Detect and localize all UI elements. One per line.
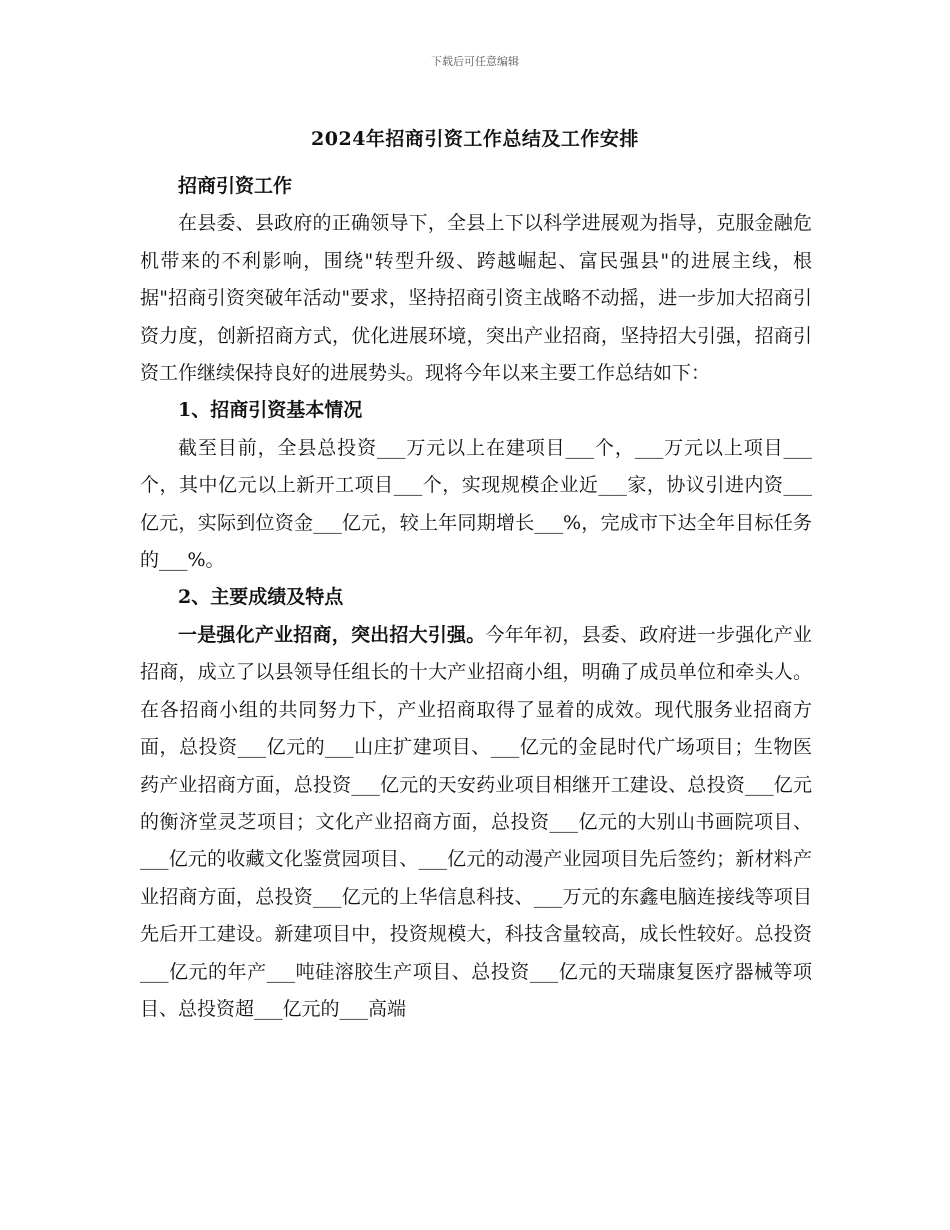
section-heading-basic-situation: 1、招商引资基本情况 (178, 399, 363, 422)
section-heading-achievements: 2、主要成绩及特点 (178, 586, 344, 609)
intro-paragraph: 在县委、县政府的正确领导下，全县上下以科学进展观为指导，克服金融危机带来的不利影响，围绕"转型升级、跨越崛起、富民强县"的进展主线，根据"招商引资突破年活动"要求，坚持招商引资主战略不动摇，进一步加大招商引资力度，创新招商方式，优化进展环境，突出产业招商，坚持招大引强，招商引资工作继续保持良好的进展势头。现将今年以来主要工作总结如下： (140, 212, 812, 385)
document-body (140, 168, 812, 1028)
achievements-paragraph (140, 617, 812, 1028)
achievements-body: 今年年初，县委、政府进一步强化产业招商，成立了以县领导任组长的十大产业招商小组，明确了成员单位和牵头人。在各招商小组的共同努力下，产业招商取得了显着的成效。现代服务业招商方面，总投资___亿元的___山庄扩建项目、___亿元的金昆时代广场项目；生物医药产业招商方面，总投资___亿元的天安药业项目相继开工建设、总投资___亿元的衡济堂灵芝项目；文化产业招商方面，总投资___亿元的大别山书画院项目、___亿元的收藏文化鉴赏园项目、___亿元的动漫产业园项目先后签约；新材料产业招商方面，总投资___亿元的上华信息科技、___万元的东鑫电脑连接线等项目先后开工建设。新建项目中，投资规模大，科技含量较高，成长性较好。总投资___亿元的年产___吨硅溶胶生产项目、总投资___亿元的天瑞康复医疗器械等项目、总投资超___亿元的___高端 (140, 623, 812, 1020)
basic-situation-paragraph: 截至目前，全县总投资___万元以上在建项目___个，___万元以上项目___个，其中亿元以上新开工项目___个，实现规模企业近___家，协议引进内资___亿元，实际到位资金___亿元，较上年同期增长___%，完成市下达全年目标任务的___%。 (140, 436, 812, 572)
header-note: 下载后可任意编辑 (431, 55, 519, 68)
section-heading-main: 招商引资工作 (178, 175, 293, 197)
achievements-lead: 一是强化产业招商，突出招大引强。 (178, 623, 486, 646)
document-title: 2024年招商引资工作总结及工作安排 (311, 128, 639, 150)
